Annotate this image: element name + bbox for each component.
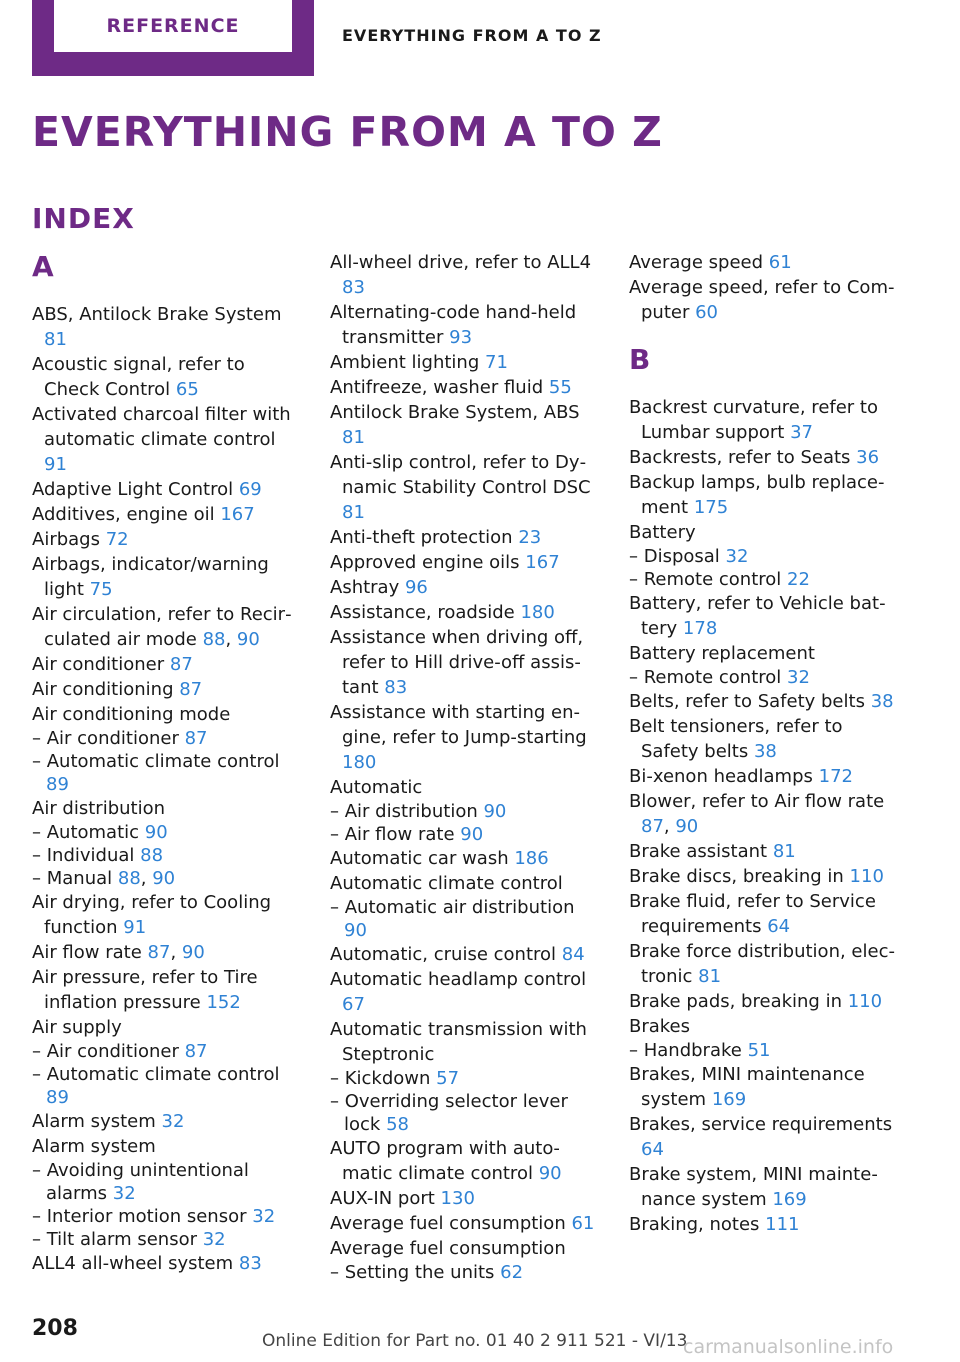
index-entry <box>330 846 600 871</box>
entry-text: Additives, engine oil <box>32 504 215 525</box>
index-letter-heading: A <box>32 250 54 283</box>
entry-text: – Tilt alarm sensor <box>32 1229 197 1250</box>
entry-text: Alarm system <box>32 1111 156 1132</box>
index-entry <box>32 1109 302 1134</box>
index-entry <box>32 677 302 702</box>
page-link[interactable]: 167 <box>220 504 255 525</box>
entry-text: ABS, Antilock Brake System <box>32 304 282 325</box>
entry-text: Backrest curvature, refer to Lumbar support <box>629 397 878 443</box>
page-link[interactable]: 89 <box>46 1087 69 1108</box>
breadcrumb: EVERYTHING FROM A TO Z <box>342 26 602 45</box>
index-entry <box>629 250 904 275</box>
index-entry <box>330 625 600 700</box>
page-link[interactable]: 90 <box>344 920 367 941</box>
entry-text: – Automatic climate control <box>32 1064 280 1085</box>
index-subentry <box>330 896 600 942</box>
page-link[interactable]: 62 <box>500 1262 524 1283</box>
section-title: INDEX <box>32 202 135 235</box>
index-subentry <box>32 1159 302 1205</box>
entry-text: Brakes, service requirements <box>629 1114 893 1135</box>
entry-text: Average speed, refer to Computer <box>629 277 895 323</box>
page-link[interactable]: 69 <box>238 479 262 500</box>
entry-text: All-wheel drive, refer to ALL4 <box>330 252 592 273</box>
index-subentry <box>32 1228 302 1251</box>
index-entry <box>32 652 302 677</box>
page-link[interactable]: 88 <box>140 845 164 866</box>
index-subentry <box>32 1040 302 1063</box>
index-subentry <box>330 823 600 846</box>
page-link[interactable]: 37 <box>790 422 813 443</box>
entry-text: Assistance, roadside <box>330 602 515 623</box>
entry-text: Belt tensioners, refer to Safety belts <box>629 716 843 762</box>
entry-text: Adaptive Light Control <box>32 479 234 500</box>
index-entry <box>330 1017 600 1067</box>
index-entry <box>330 350 600 375</box>
index-subentry <box>330 800 600 823</box>
entry-text: – Individual <box>32 845 135 866</box>
page-link[interactable]: 175 <box>693 497 729 518</box>
index-entry <box>330 450 600 525</box>
index-entry <box>629 470 904 520</box>
index-entry <box>32 302 302 352</box>
page-link[interactable]: 180 <box>520 602 555 623</box>
page-link[interactable]: 169 <box>772 1189 807 1210</box>
page-link[interactable]: 61 <box>768 252 792 273</box>
page-link[interactable]: 60 <box>695 302 719 323</box>
entry-text: Belts, refer to Safety belts <box>629 691 865 712</box>
index-entry <box>32 1251 302 1276</box>
page-title: EVERYTHING FROM A TO Z <box>32 108 663 156</box>
page-link[interactable]: 169 <box>711 1089 747 1110</box>
page-link[interactable]: 167 <box>525 552 560 573</box>
entry-text: Backup lamps, bulb replacement <box>629 472 885 518</box>
page-link[interactable]: 57 <box>436 1068 460 1089</box>
entry-text: Air conditioning <box>32 679 174 700</box>
entry-text: Approved engine oils <box>330 552 520 573</box>
index-entry <box>32 1015 302 1040</box>
index-subentry <box>629 1039 904 1062</box>
index-entry <box>629 395 904 445</box>
entry-text: Air distribution <box>32 798 166 819</box>
entry-text: – Handbrake <box>629 1040 742 1061</box>
index-subentry <box>32 727 302 750</box>
page-number: 208 <box>32 1316 78 1341</box>
page-link[interactable]: 90 <box>152 868 176 889</box>
index-entry <box>629 1162 904 1212</box>
page-link[interactable]: 90 <box>460 824 484 845</box>
index-entry <box>629 445 904 470</box>
index-entry <box>330 600 600 625</box>
page-link[interactable]: 65 <box>175 379 199 400</box>
page-link[interactable]: 81 <box>698 966 722 987</box>
index-subentry <box>32 821 302 844</box>
index-entry <box>330 700 600 775</box>
entry-text: – Remote control <box>629 569 782 590</box>
page-link[interactable]: 83 <box>342 277 365 298</box>
index-entry <box>330 525 600 550</box>
page-link[interactable]: 87 <box>179 679 203 700</box>
page-link[interactable]: 64 <box>767 916 791 937</box>
entry-text: Battery, refer to Vehicle battery <box>629 593 886 639</box>
page-link[interactable]: 87 <box>169 654 193 675</box>
index-entry <box>629 889 904 939</box>
entry-text: Brake discs, breaking in <box>629 866 844 887</box>
index-letter-heading: B <box>629 343 651 376</box>
index-entry <box>32 552 302 602</box>
entry-text: – Air conditioner <box>32 1041 179 1062</box>
page-link[interactable]: 81 <box>44 329 67 350</box>
watermark: carmanualsonline.info <box>683 1336 894 1358</box>
index-entry <box>32 502 302 527</box>
index-entry <box>629 989 904 1014</box>
index-entry <box>32 965 302 1015</box>
entry-text: – Automatic climate control <box>32 751 280 772</box>
index-entry <box>330 775 600 800</box>
entry-text: Air conditioner <box>32 654 165 675</box>
entry-text: – Disposal <box>629 546 720 567</box>
index-entry <box>32 890 302 940</box>
index-entry <box>629 591 904 641</box>
entry-text: Average fuel consumption <box>330 1238 566 1259</box>
index-entry: Air circulation, refer to Recirculated air mode 88, 90 <box>32 604 292 650</box>
entry-text: – Kickdown <box>330 1068 431 1089</box>
page-link[interactable]: 90 <box>181 942 205 963</box>
entry-text: Brakes, MINI maintenance system <box>629 1064 865 1110</box>
page-link[interactable]: 90 <box>144 822 168 843</box>
index-subentry <box>629 545 904 568</box>
entry-text: Alarm system <box>32 1136 156 1157</box>
index-entry <box>629 520 904 545</box>
page-link[interactable]: 172 <box>818 766 853 787</box>
index-entry <box>330 400 600 450</box>
page-link[interactable]: 32 <box>252 1206 276 1227</box>
index-entry <box>629 714 904 764</box>
entry-text: Bi-xenon headlamps <box>629 766 813 787</box>
entry-text: Automatic car wash <box>330 848 509 869</box>
entry-text: Automatic headlamp control <box>330 969 587 990</box>
index-subentry <box>629 568 904 591</box>
index-subentry: – Manual 88, 90 <box>32 868 176 889</box>
page-link[interactable]: 178 <box>682 618 718 639</box>
entry-text: Assistance when driving off, refer to Hill drive-off assistant <box>330 627 584 698</box>
entry-text: Automatic, cruise control <box>330 944 557 965</box>
entry-text: Battery <box>629 522 696 543</box>
index-column-1 <box>32 250 302 1276</box>
index-entry <box>629 939 904 989</box>
page-link[interactable]: 61 <box>571 1213 595 1234</box>
index-entry <box>629 1212 904 1237</box>
entry-text: Alternating-code hand-held transmitter <box>330 302 577 348</box>
index-entry <box>32 352 302 402</box>
page-link[interactable]: 38 <box>753 741 777 762</box>
page-link[interactable]: 83 <box>238 1253 262 1274</box>
page-link[interactable]: 36 <box>856 447 880 468</box>
index-entry <box>629 764 904 789</box>
index-entry <box>330 300 600 350</box>
index-column-2 <box>330 250 600 1284</box>
index-entry <box>32 527 302 552</box>
page-link[interactable]: 87 <box>147 942 171 963</box>
entry-text: Automatic transmission with Steptronic <box>330 1019 587 1065</box>
page-link[interactable]: 88 <box>202 629 226 650</box>
index-entry <box>330 942 600 967</box>
page-link[interactable]: 89 <box>46 774 69 795</box>
entry-text: Automatic climate control <box>330 873 563 894</box>
entry-text: Ashtray <box>330 577 400 598</box>
index-subentry <box>330 1261 600 1284</box>
index-entry <box>330 550 600 575</box>
entry-text: Brake fluid, refer to Service requirements <box>629 891 876 937</box>
section-tab-label: REFERENCE <box>54 0 292 52</box>
page-link[interactable]: 64 <box>641 1139 664 1160</box>
entry-text: Airbags, indicator/warning light <box>32 554 269 600</box>
page-link[interactable]: 55 <box>548 377 572 398</box>
index-entry <box>330 250 600 300</box>
entry-text: AUTO program with automatic climate control <box>330 1138 560 1184</box>
page-link[interactable]: 90 <box>675 816 699 837</box>
entry-text: – Overriding selector lever lock <box>330 1091 568 1135</box>
entry-text: Brake system, MINI maintenance system <box>629 1164 878 1210</box>
entry-text: Airbags <box>32 529 100 550</box>
page-link[interactable]: 71 <box>485 352 508 373</box>
entry-text: Brakes <box>629 1016 691 1037</box>
entry-text: Air pressure, refer to Tire inflation pressure <box>32 967 258 1013</box>
entry-text: AUX-IN port <box>330 1188 435 1209</box>
entry-text: Air conditioning mode <box>32 704 231 725</box>
entry-text: Brake pads, breaking in <box>629 991 842 1012</box>
page-link[interactable]: 87 <box>184 1041 208 1062</box>
page-link[interactable]: 87 <box>184 728 208 749</box>
page-link[interactable]: 32 <box>787 667 810 688</box>
entry-text: – Air distribution <box>330 801 478 822</box>
entry-text: Brake assistant <box>629 841 768 862</box>
page-link[interactable]: 110 <box>849 866 884 887</box>
page-link[interactable]: 88 <box>117 868 141 889</box>
entry-text: Anti-theft protection <box>330 527 513 548</box>
entry-text: Activated charcoal filter with automatic climate control <box>32 404 291 450</box>
index-entry <box>629 689 904 714</box>
entry-text: Braking, notes <box>629 1214 760 1235</box>
index-entry: Blower, refer to Air flow rate 87, 90 <box>629 791 885 837</box>
page-link[interactable]: 83 <box>384 677 408 698</box>
entry-text: Brake force distribution, electronic <box>629 941 895 987</box>
index-entry <box>629 641 904 666</box>
page-link[interactable]: 152 <box>206 992 241 1013</box>
entry-text: – Avoiding unintentional alarms <box>32 1160 249 1204</box>
entry-text: Ambient lighting <box>330 352 480 373</box>
page-link[interactable]: 81 <box>342 502 365 523</box>
entry-text: Air circulation, refer to Recirculated air mode <box>32 604 292 650</box>
page-link[interactable]: 186 <box>514 848 549 869</box>
page-link[interactable]: 111 <box>765 1214 800 1235</box>
index-subentry <box>32 844 302 867</box>
entry-text: – Air conditioner <box>32 728 179 749</box>
entry-text: Anti-slip control, refer to Dynamic Stability Control DSC <box>330 452 591 498</box>
entry-text: – Manual <box>32 868 113 889</box>
entry-text: Blower, refer to Air flow rate <box>629 791 885 812</box>
index-entry <box>330 1186 600 1211</box>
page-link[interactable]: 32 <box>161 1111 185 1132</box>
page-link[interactable]: 32 <box>202 1229 226 1250</box>
index-entry <box>629 1014 904 1039</box>
index-entry <box>32 402 302 477</box>
page-link[interactable]: 67 <box>342 994 365 1015</box>
entry-text: Antilock Brake System, ABS <box>330 402 580 423</box>
index-entry: Air flow rate 87, 90 <box>32 942 205 963</box>
index-subentry <box>629 666 904 689</box>
entry-text: Acoustic signal, refer to Check Control <box>32 354 245 400</box>
page-link[interactable]: 90 <box>236 629 260 650</box>
page-link[interactable]: 32 <box>112 1183 136 1204</box>
index-entry <box>330 1236 600 1261</box>
entry-text: – Remote control <box>629 667 782 688</box>
entry-text: Air supply <box>32 1017 122 1038</box>
index-subentry <box>330 1067 600 1090</box>
page-link[interactable]: 91 <box>44 454 67 475</box>
index-column-3 <box>629 250 904 1237</box>
page-link[interactable]: 130 <box>440 1188 475 1209</box>
index-entry <box>32 1134 302 1159</box>
page-link[interactable]: 84 <box>561 944 585 965</box>
index-subentry <box>32 750 302 796</box>
index-entry <box>330 375 600 400</box>
entry-text: – Air flow rate <box>330 824 455 845</box>
edition-footer: Online Edition for Part no. 01 40 2 911 521 - VI/13 <box>262 1331 688 1351</box>
index-entry <box>330 575 600 600</box>
entry-text: – Automatic air distribution <box>330 897 575 918</box>
entry-text: Battery replacement <box>629 643 815 664</box>
entry-text: Assistance with starting engine, refer to Jump-starting <box>330 702 587 748</box>
page-link[interactable]: 110 <box>847 991 883 1012</box>
index-entry <box>629 1112 904 1162</box>
entry-text: Automatic <box>330 777 423 798</box>
entry-text: – Setting the units <box>330 1262 495 1283</box>
entry-text: Air drying, refer to Cooling function <box>32 892 272 938</box>
page-link[interactable]: 96 <box>404 577 428 598</box>
index-entry <box>629 839 904 864</box>
index-entry <box>330 1211 600 1236</box>
entry-text: Average speed <box>629 252 764 273</box>
page-link[interactable]: 87 <box>641 816 664 837</box>
section-tab <box>32 0 314 76</box>
entry-text: – Automatic <box>32 822 140 843</box>
index-entry <box>330 1136 600 1186</box>
index-entry <box>32 702 302 727</box>
page-link[interactable]: 58 <box>386 1114 409 1135</box>
index-entry <box>330 871 600 896</box>
index-entry <box>629 275 904 325</box>
index-entry <box>330 967 600 1017</box>
index-entry <box>32 477 302 502</box>
page-link[interactable]: 23 <box>518 527 542 548</box>
page-link[interactable]: 72 <box>105 529 129 550</box>
page-link[interactable]: 22 <box>787 569 810 590</box>
page-link[interactable]: 91 <box>123 917 147 938</box>
page-link[interactable]: 93 <box>449 327 473 348</box>
page-link[interactable]: 90 <box>538 1163 562 1184</box>
index-subentry <box>32 1063 302 1109</box>
page-link[interactable]: 81 <box>772 841 796 862</box>
index-entry <box>32 796 302 821</box>
page-link[interactable]: 38 <box>870 691 894 712</box>
entry-text: ALL4 all-wheel system <box>32 1253 234 1274</box>
page-link[interactable]: 81 <box>342 427 365 448</box>
index-subentry <box>330 1090 600 1136</box>
page-link[interactable]: 90 <box>483 801 507 822</box>
page-link[interactable]: 180 <box>342 752 377 773</box>
index-subentry <box>32 1205 302 1228</box>
page-link[interactable]: 75 <box>89 579 113 600</box>
index-entry <box>629 1062 904 1112</box>
index-entry <box>629 864 904 889</box>
entry-text: Backrests, refer to Seats <box>629 447 851 468</box>
entry-text: Air flow rate <box>32 942 142 963</box>
page-link[interactable]: 51 <box>747 1040 771 1061</box>
entry-text: – Interior motion sensor <box>32 1206 247 1227</box>
entry-text: Antifreeze, washer fluid <box>330 377 544 398</box>
entry-text: Average fuel consumption <box>330 1213 566 1234</box>
page-link[interactable]: 32 <box>725 546 749 567</box>
